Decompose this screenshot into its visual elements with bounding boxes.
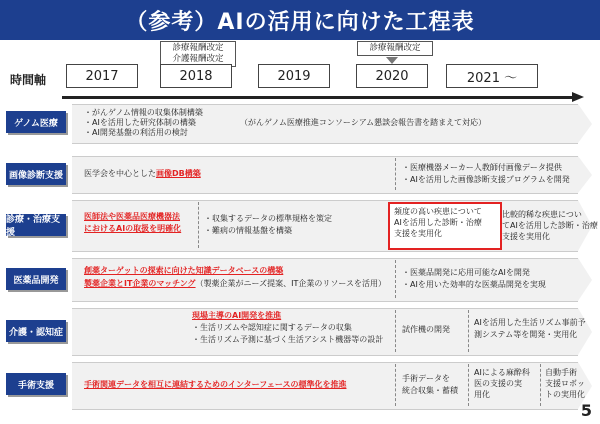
separator bbox=[198, 202, 199, 248]
year-2021: 2021 ～ bbox=[446, 64, 538, 88]
year-2020: 2020 bbox=[356, 64, 428, 88]
genome-note: （がんゲノム医療推進コンソーシアム懇談会報告書を踏まえて対応） bbox=[240, 118, 487, 127]
drug-rest-2: （製薬企業がニーズ提案、IT企業のリソースを活用） bbox=[195, 279, 387, 288]
row-bar-tip bbox=[578, 258, 592, 301]
row-bar-tip bbox=[578, 308, 592, 355]
care-item-2: ・生活リズム予測に基づく生活アシスト機器等の設計 bbox=[192, 335, 384, 344]
separator bbox=[540, 364, 541, 406]
row-label-care: 介護・認知症 bbox=[6, 320, 66, 342]
surgery-c3-3: トの実用化 bbox=[545, 390, 585, 399]
drug-red-2: 製薬企業とIT企業のマッチング bbox=[84, 279, 196, 288]
imaging-later-2: ・AIを活用した画像診断支援プログラムを開発 bbox=[402, 175, 570, 184]
diagnosis-box-line-1: 頻度の高い疾患について bbox=[394, 207, 482, 216]
surgery-c2-2: 医の支援の実 bbox=[474, 379, 522, 388]
year-2019: 2019 bbox=[258, 64, 330, 88]
diagnosis-box-line-3: 支援を実用化 bbox=[394, 229, 442, 238]
revision-2018-line2: 介護報酬改定 bbox=[172, 54, 224, 64]
page-number: 5 bbox=[580, 401, 592, 420]
diagnosis-red-2: におけるAIの取扱を明確化 bbox=[84, 224, 182, 233]
care-later-1: AIを活用した生活リズム事前予 bbox=[474, 318, 586, 327]
row-bar-tip bbox=[578, 104, 592, 143]
care-red: 現場主導のAI開発を推進 bbox=[192, 311, 282, 320]
surgery-c1-1: 手術データを bbox=[402, 374, 450, 383]
row-label-diagnosis: 診療・治療支援 bbox=[6, 214, 66, 236]
revision-2018-line1: 診療報酬改定 bbox=[172, 43, 224, 53]
care-item-1: ・生活リズムや認知症に関するデータの収集 bbox=[192, 323, 352, 332]
time-axis-arrow bbox=[572, 92, 584, 102]
surgery-c2-1: AIによる麻酔科 bbox=[474, 368, 530, 377]
drug-line-2 bbox=[84, 279, 386, 290]
imaging-red-text: 画像DB構築 bbox=[156, 169, 201, 178]
separator bbox=[468, 310, 469, 352]
surgery-c2-3: 用化 bbox=[474, 390, 490, 399]
genome-item-3: ・AI開発基盤の利活用の検討 bbox=[84, 128, 188, 137]
diagnosis-box-line-2: AIを活用した診断・治療 bbox=[394, 218, 482, 227]
revision-2020-badge bbox=[357, 41, 433, 56]
separator bbox=[395, 364, 396, 406]
separator bbox=[395, 158, 396, 190]
diagnosis-mid-2: ・難病の情報基盤を構築 bbox=[204, 226, 292, 235]
year-2017: 2017 bbox=[66, 64, 138, 88]
row-label-drug: 医薬品開発 bbox=[6, 268, 66, 290]
diagnosis-mid-1: ・収集するデータの標準規格を策定 bbox=[204, 214, 332, 223]
separator bbox=[395, 260, 396, 298]
revision-2020-marker bbox=[386, 57, 398, 64]
diagnosis-later-3: 支援を実用化 bbox=[502, 232, 550, 241]
genome-item-1: ・がんゲノム情報の収集体制構築 bbox=[84, 108, 203, 117]
diagnosis-later-1: 比較的稀な疾患につい bbox=[502, 210, 582, 219]
row-label-surgery: 手術支援 bbox=[6, 373, 66, 395]
revision-2020-line1: 診療報酬改定 bbox=[369, 43, 421, 53]
surgery-c1-2: 統合収集・蓄積 bbox=[402, 386, 458, 395]
surgery-c3-2: 支援ロボッ bbox=[545, 379, 585, 388]
imaging-text bbox=[84, 169, 201, 180]
genome-item-2: ・AIを活用した研究体制の構築 bbox=[84, 118, 196, 127]
axis-label: 時間軸 bbox=[10, 73, 47, 87]
surgery-red: 手術関連データを相互に連結するためのインターフェースの標準化を推進 bbox=[84, 380, 347, 389]
diagnosis-red-1: 医師法や医薬品医療機器法 bbox=[84, 212, 180, 221]
surgery-c3-1: 自動手術 bbox=[545, 368, 577, 377]
drug-later-2: ・AIを用いた効率的な医薬品開発を実現 bbox=[402, 280, 546, 289]
imaging-prefix: 医学会を中心とした bbox=[84, 169, 156, 178]
row-label-genome: ゲノム医療 bbox=[6, 111, 66, 133]
row-label-imaging: 画像診断支援 bbox=[6, 163, 66, 185]
row-bar-tip bbox=[578, 156, 592, 193]
drug-later-1: ・医薬品開発に応用可能なAIを開発 bbox=[402, 268, 530, 277]
diagnosis-later-2: てAIを活用した診断・治療 bbox=[502, 221, 598, 230]
separator bbox=[395, 310, 396, 352]
separator bbox=[468, 364, 469, 406]
care-trial: 試作機の開発 bbox=[402, 325, 450, 334]
year-2018: 2018 bbox=[160, 64, 232, 88]
time-axis-line bbox=[62, 96, 574, 99]
care-later-2: 測システム等を開発・実用化 bbox=[474, 330, 578, 339]
drug-red-1: 創薬ターゲットの探索に向けた知識データベースの構築 bbox=[84, 266, 284, 275]
imaging-later-1: ・医療機器メーカー人教師付画像データ提供 bbox=[402, 163, 562, 172]
diagnosis-highlight-box bbox=[388, 202, 502, 250]
page-title: （参考）AIの活用に向けた工程表 bbox=[0, 0, 600, 40]
